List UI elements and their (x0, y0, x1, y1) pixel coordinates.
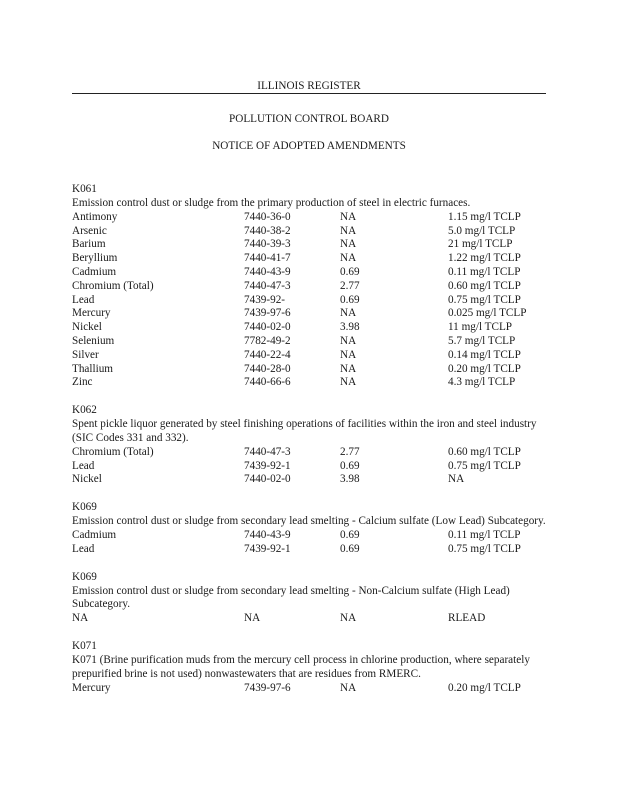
table-row (72, 252, 546, 266)
waste-code: K061 (72, 183, 97, 195)
table-row (72, 529, 546, 543)
wastewater-value: NA (340, 224, 357, 237)
wastewater-value: 0.69 (340, 265, 360, 278)
wastewater-value: 2.77 (340, 279, 360, 292)
nonwastewater-value: 0.60 mg/l TCLP (448, 445, 521, 458)
nonwastewater-value: 1.22 mg/l TCLP (448, 252, 521, 265)
table-row (72, 376, 546, 390)
waste-section (72, 501, 546, 556)
cas-number: 7439-92- (244, 293, 286, 306)
table-row (72, 280, 546, 294)
cas-number: 7440-66-6 (244, 376, 291, 389)
nonwastewater-value: 0.60 mg/l TCLP (448, 279, 521, 292)
waste-section (72, 183, 546, 390)
constituent-name: Beryllium (72, 252, 118, 265)
wastewater-value: NA (340, 376, 357, 389)
cas-number: 7440-22-4 (244, 348, 291, 361)
table-row (72, 211, 546, 225)
waste-description: Emission control dust or sludge from secondary lead smelting - Non-Calcium sulfate (High Lead) Subcategory. (72, 584, 510, 611)
table-row (72, 612, 546, 626)
nonwastewater-value: 0.11 mg/l TCLP (448, 265, 521, 278)
constituent-name: Nickel (72, 321, 102, 334)
table-row (72, 321, 546, 335)
constituent-name: Chromium (Total) (72, 445, 154, 458)
wastewater-value: 0.69 (340, 459, 360, 472)
cas-number: 7440-39-3 (244, 238, 291, 251)
wastewater-value: NA (340, 612, 357, 625)
cas-number: 7440-28-0 (244, 362, 291, 375)
wastewater-value: 0.69 (340, 293, 360, 306)
waste-code-list (72, 183, 546, 709)
waste-section (72, 404, 546, 487)
cas-number: 7440-43-9 (244, 528, 291, 541)
constituent-name: Arsenic (72, 224, 107, 237)
waste-description: Spent pickle liquor generated by steel finishing operations of facilities within the iron and steel industry (SIC Codes 331 and 332). (72, 418, 537, 444)
cas-number: 7440-02-0 (244, 473, 291, 486)
waste-description: Emission control dust or sludge from the primary production of steel in electric furnaces. (72, 197, 471, 209)
constituent-name: Cadmium (72, 265, 117, 278)
table-row (72, 307, 546, 321)
nonwastewater-value: 0.11 mg/l TCLP (448, 528, 521, 541)
table-row (72, 460, 546, 474)
nonwastewater-value: 5.0 mg/l TCLP (448, 224, 516, 237)
wastewater-value: NA (340, 681, 357, 694)
cas-number: 7782-49-2 (244, 334, 291, 347)
nonwastewater-value: 0.025 mg/l TCLP (448, 307, 527, 320)
cas-number: 7440-36-0 (244, 210, 291, 223)
cas-number: 7439-97-6 (244, 307, 291, 320)
constituent-name: Lead (72, 542, 95, 555)
cas-number: 7440-02-0 (244, 321, 291, 334)
waste-code: K071 (72, 639, 97, 652)
wastewater-value: NA (340, 307, 357, 320)
table-row (72, 294, 546, 308)
table-row (72, 473, 546, 487)
wastewater-value: NA (340, 334, 357, 347)
cas-number: 7440-38-2 (244, 224, 291, 237)
nonwastewater-value: 0.20 mg/l TCLP (448, 681, 521, 694)
nonwastewater-value: NA (448, 473, 465, 486)
cas-number: 7440-41-7 (244, 252, 291, 265)
constituent-name: Mercury (72, 307, 111, 320)
constituent-name: Zinc (72, 376, 93, 389)
waste-description: K071 (Brine purification muds from the mercury cell process in chlorine production, where separately prepurified brine is not used) nonwastewaters that are residues from RMERC. (72, 653, 530, 680)
waste-code: K069 (72, 570, 97, 583)
waste-code: K062 (72, 404, 97, 417)
cas-number: 7439-97-6 (244, 681, 291, 694)
wastewater-value: 0.69 (340, 528, 360, 541)
wastewater-value: NA (340, 238, 357, 251)
constituent-name: Selenium (72, 334, 115, 347)
constituent-name: Barium (72, 238, 106, 251)
wastewater-value: NA (340, 252, 357, 265)
waste-description: Emission control dust or sludge from secondary lead smelting - Calcium sulfate (Low Lead) Subcategory. (72, 515, 546, 528)
nonwastewater-value: RLEAD (448, 612, 486, 625)
constituent-name: Chromium (Total) (72, 279, 154, 292)
wastewater-value: NA (340, 362, 357, 375)
constituent-name: Antimony (72, 210, 118, 223)
nonwastewater-value: 0.20 mg/l TCLP (448, 362, 521, 375)
constituent-name: Thallium (72, 362, 114, 375)
table-row (72, 349, 546, 363)
waste-code: K069 (72, 501, 97, 514)
register-title: ILLINOIS REGISTER (257, 80, 361, 92)
notice-title: NOTICE OF ADOPTED AMENDMENTS (212, 140, 406, 152)
table-row (72, 335, 546, 349)
nonwastewater-value: 4.3 mg/l TCLP (448, 376, 516, 389)
nonwastewater-value: 1.15 mg/l TCLP (448, 210, 521, 223)
board-title: POLLUTION CONTROL BOARD (229, 113, 389, 125)
table-row (72, 238, 546, 252)
table-row (72, 682, 546, 696)
constituent-name: Lead (72, 293, 95, 306)
wastewater-value: NA (340, 348, 357, 361)
wastewater-value: 0.69 (340, 542, 360, 555)
nonwastewater-value: 0.75 mg/l TCLP (448, 293, 521, 306)
wastewater-value: 3.98 (340, 321, 360, 334)
wastewater-value: 2.77 (340, 445, 360, 458)
waste-section (72, 571, 546, 626)
table-row (72, 225, 546, 239)
wastewater-value: NA (340, 210, 357, 223)
constituent-name: NA (72, 612, 89, 625)
nonwastewater-value: 0.75 mg/l TCLP (448, 459, 521, 472)
constituent-name: Lead (72, 459, 95, 472)
cas-number: 7439-92-1 (244, 459, 291, 472)
wastewater-value: 3.98 (340, 473, 360, 486)
cas-number: 7440-47-3 (244, 445, 291, 458)
waste-section (72, 640, 546, 695)
nonwastewater-value: 0.14 mg/l TCLP (448, 348, 521, 361)
header-rule (72, 93, 546, 94)
constituent-name: Cadmium (72, 528, 117, 541)
constituent-name: Silver (72, 348, 99, 361)
table-row (72, 266, 546, 280)
cas-number: 7440-43-9 (244, 265, 291, 278)
nonwastewater-value: 5.7 mg/l TCLP (448, 334, 516, 347)
constituent-name: Mercury (72, 681, 111, 694)
cas-number: NA (244, 612, 261, 625)
cas-number: 7439-92-1 (244, 542, 291, 555)
nonwastewater-value: 21 mg/l TCLP (448, 238, 513, 251)
constituent-name: Nickel (72, 473, 102, 486)
table-row (72, 363, 546, 377)
nonwastewater-value: 0.75 mg/l TCLP (448, 542, 521, 555)
table-row (72, 543, 546, 557)
cas-number: 7440-47-3 (244, 279, 291, 292)
nonwastewater-value: 11 mg/l TCLP (448, 321, 513, 334)
table-row (72, 446, 546, 460)
